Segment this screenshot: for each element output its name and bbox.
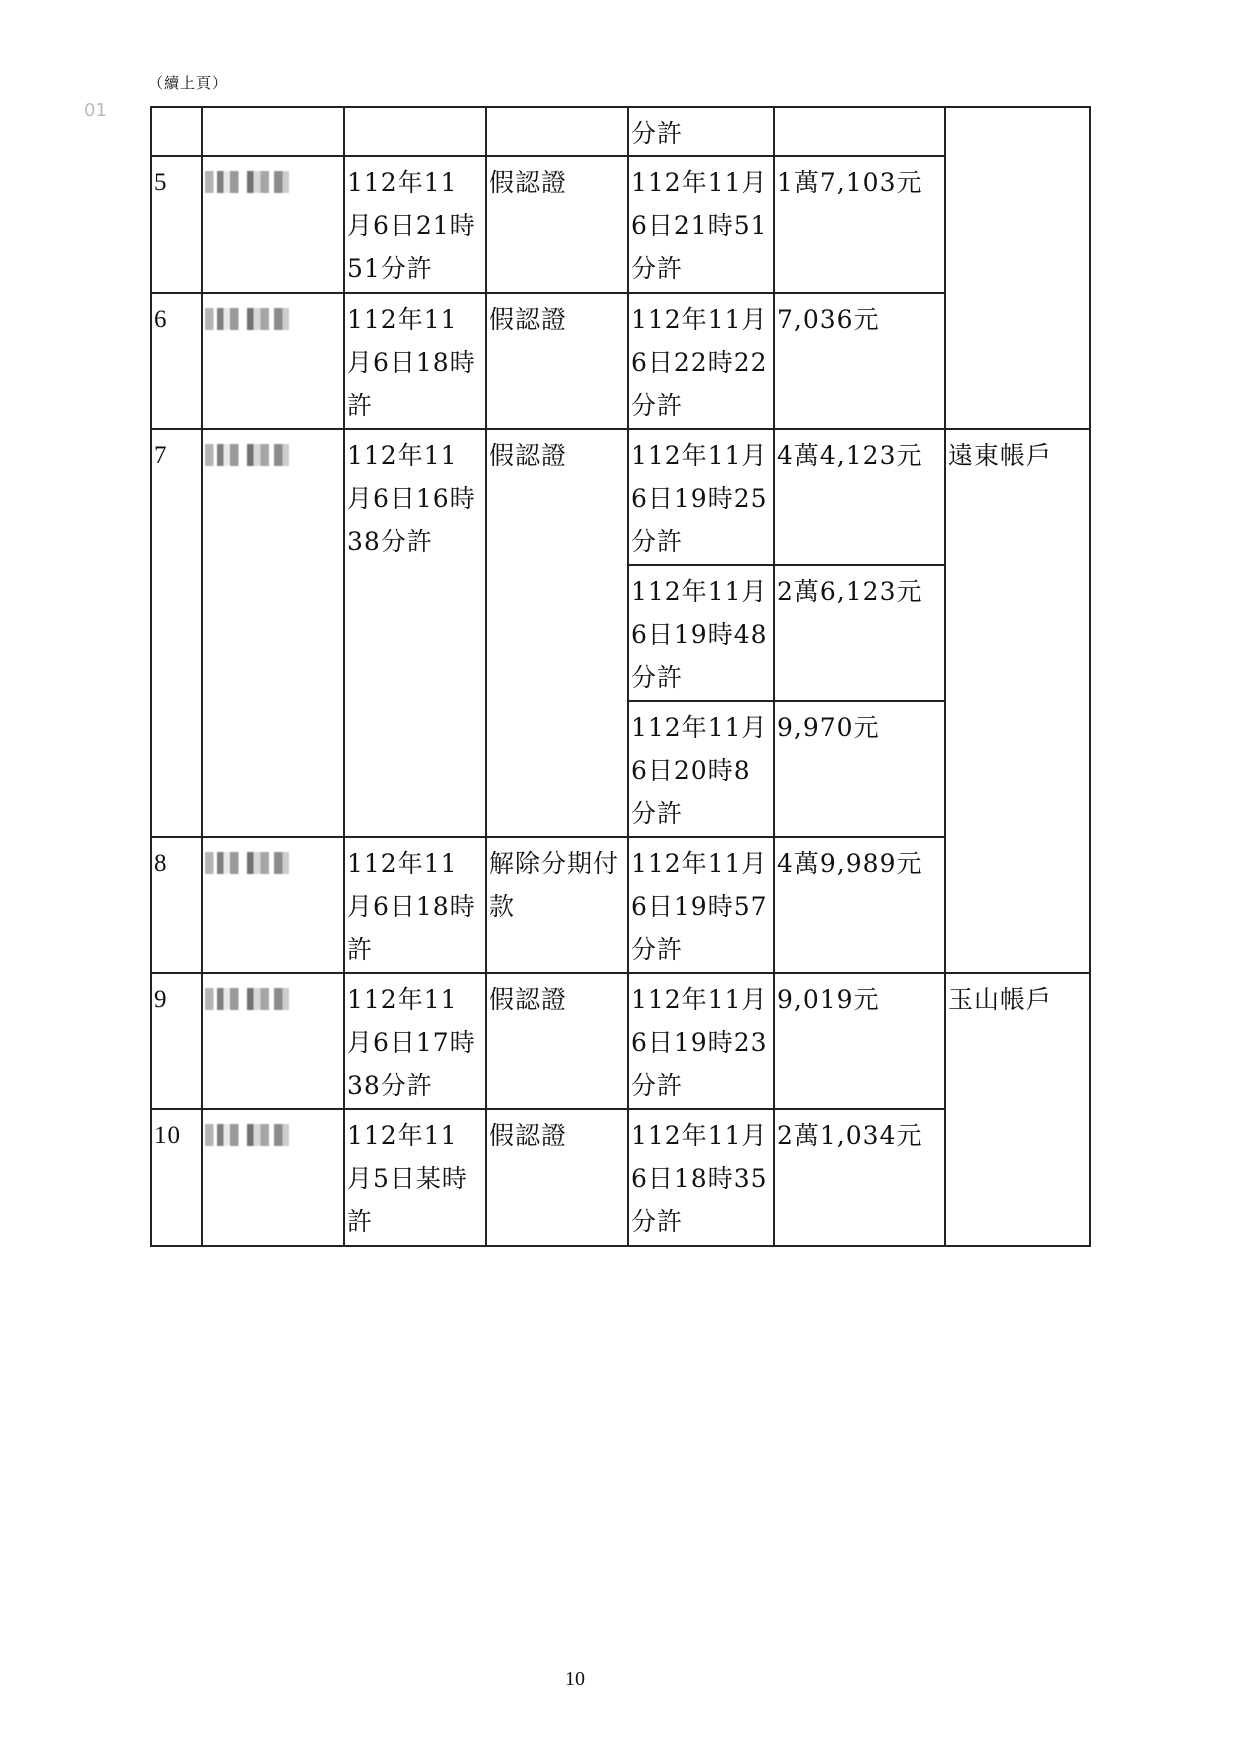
cell-contact-time: 112年11月6日18時許 [344,293,486,429]
cell-method: 假認證 [486,429,628,837]
cell-method: 假認證 [486,293,628,429]
cell-amount: 4萬4,123元 [774,429,945,565]
cell-contact-time: 112年11月6日17時38分許 [344,973,486,1109]
continuation-note: （續上頁） [148,74,229,92]
cell-no: 8 [151,837,202,973]
cell-name [202,1109,344,1246]
cell-amount: 9,019元 [774,973,945,1109]
table-row [151,107,1090,156]
cell-transfer-time: 112年11月6日22時22分許 [628,293,774,429]
cell-no: 9 [151,973,202,1109]
cell-amount: 4萬9,989元 [774,837,945,973]
cell-method [486,107,628,156]
cell-transfer-time: 分許 [628,107,774,156]
cell-no: 6 [151,293,202,429]
redacted-name [205,171,289,193]
cell-name [202,429,344,837]
line-number: 01 [84,100,107,121]
cell-no: 7 [151,429,202,837]
redacted-name [205,988,289,1010]
cell-contact-time: 112年11月6日21時51分許 [344,156,486,293]
redacted-name [205,308,289,330]
redacted-name [205,444,289,466]
cell-amount: 9,970元 [774,701,945,837]
cell-amount [774,107,945,156]
cell-amount: 7,036元 [774,293,945,429]
cell-no [151,107,202,156]
cell-method: 解除分期付款 [486,837,628,973]
cell-no: 10 [151,1109,202,1246]
cell-transfer-time: 112年11月6日19時57分許 [628,837,774,973]
cell-name [202,156,344,293]
cell-contact-time: 112年11月6日16時38分許 [344,429,486,837]
cell-transfer-time: 112年11月6日19時48分許 [628,565,774,701]
cell-contact-time [344,107,486,156]
cell-name [202,107,344,156]
cell-transfer-time: 112年11月6日19時25分許 [628,429,774,565]
table-row [151,973,1090,1109]
cell-transfer-time: 112年11月6日21時51分許 [628,156,774,293]
cell-method: 假認證 [486,156,628,293]
cell-account [945,107,1090,429]
cell-transfer-time: 112年11月6日19時23分許 [628,973,774,1109]
transfer-table [150,106,1091,1247]
cell-amount: 2萬1,034元 [774,1109,945,1246]
table-row [151,429,1090,565]
redacted-name [205,1124,289,1146]
page-number: 10 [565,1668,585,1690]
cell-name [202,293,344,429]
cell-name [202,837,344,973]
cell-account: 遠東帳戶 [945,429,1090,973]
cell-transfer-time: 112年11月6日20時8分許 [628,701,774,837]
cell-contact-time: 112年11月5日某時許 [344,1109,486,1246]
cell-transfer-time: 112年11月6日18時35分許 [628,1109,774,1246]
cell-amount: 1萬7,103元 [774,156,945,293]
cell-contact-time: 112年11月6日18時許 [344,837,486,973]
cell-no: 5 [151,156,202,293]
cell-amount: 2萬6,123元 [774,565,945,701]
cell-method: 假認證 [486,973,628,1109]
cell-account: 玉山帳戶 [945,973,1090,1246]
cell-name [202,973,344,1109]
redacted-name [205,852,289,874]
cell-method: 假認證 [486,1109,628,1246]
